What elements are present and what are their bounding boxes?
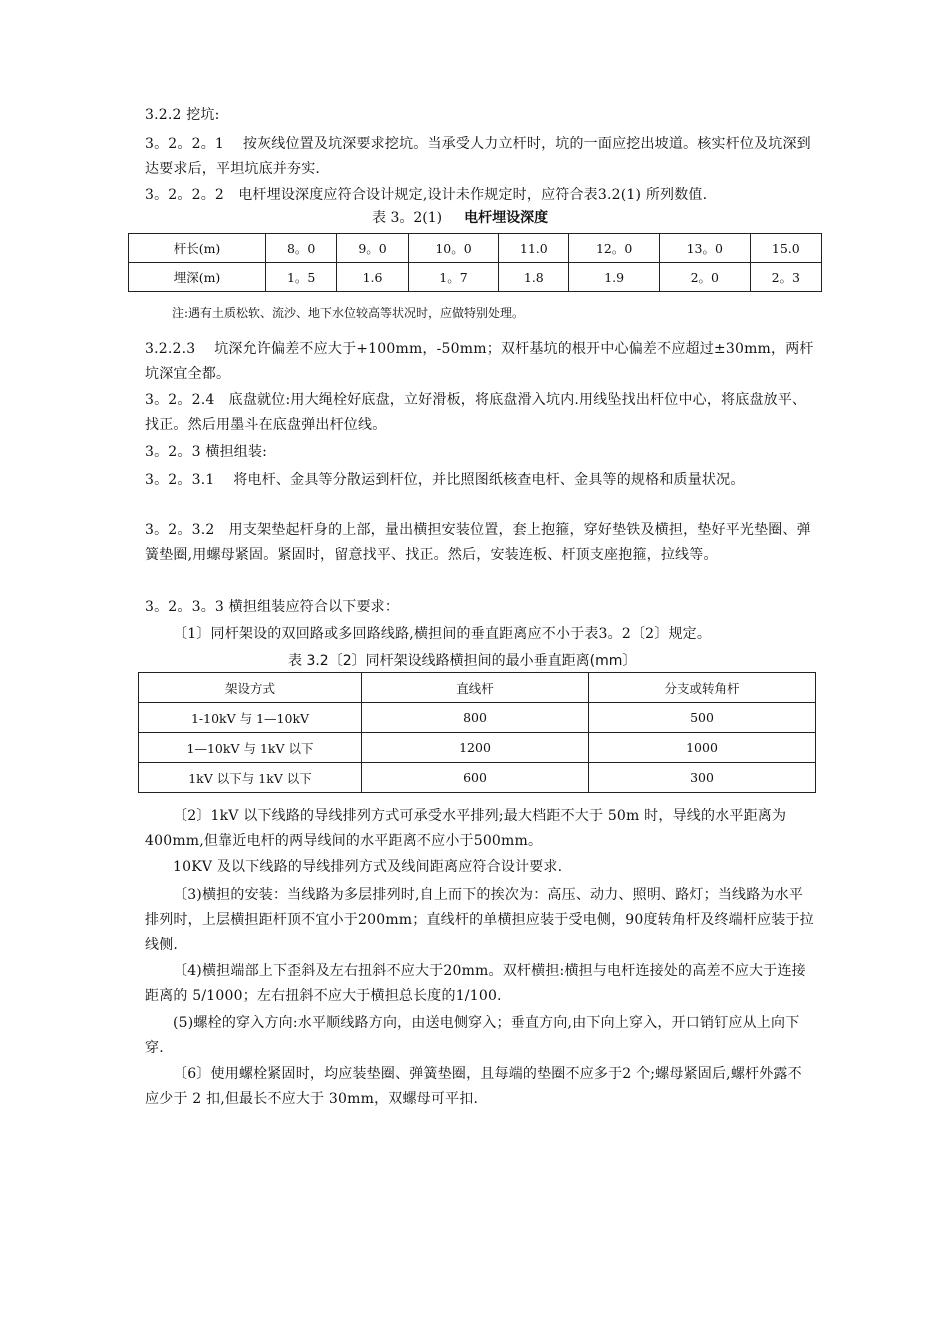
table-cell: 300: [589, 763, 816, 793]
table-cell: 600: [362, 763, 589, 793]
heading-3-2-2: 3.2.2 挖坑:: [145, 107, 220, 123]
para-3-2-2-2: 3。2。2。2 电杆埋设深度应符合设计规定,设计未作规定时，应符合表3.2(1) 所列数值.: [145, 187, 708, 203]
table-header-cell: 分支或转角杆: [589, 673, 816, 703]
table-cell: 800: [362, 703, 589, 733]
para-3-2-3-2: 3。2。3.2 用支架垫起杆身的上部，量出横担安装位置，套上抱箍，穿好垫铁及横担，垫好平光垫圈、弹簧垫圈,用螺母紧固。紧固时，留意找平、找正。然后，安装连板、杆顶支座抱箍，拉线等。: [145, 522, 811, 563]
table-cell: 8。0: [266, 234, 337, 263]
table-cell: 1—10kV 与 1kV 以下: [139, 733, 362, 763]
table-header-cell: 架设方式: [139, 673, 362, 703]
para-3-2-2-1: 3。2。2。1 按灰线位置及坑深要求挖坑。当承受人力立杆时，坑的一面应挖出坡道。核实杆位及坑深到达要求后，平坦坑底并夯实.: [145, 136, 811, 177]
para-3-2-2-4: 3。2。2.4 底盘就位:用大绳栓好底盘，立好滑板，将底盘滑入坑内.用线坠找出杆位中心，将底盘放平、找正。然后用墨斗在底盘弹出杆位线。: [145, 392, 807, 433]
table2-caption: 表 3.2〔2〕同杆架设线路横担间的最小垂直距离(mm〕: [288, 653, 637, 669]
table-cell: 11.0: [499, 234, 569, 263]
table-cell: 1-10kV 与 1—10kV: [139, 703, 362, 733]
para-3-2-2-3: 3.2.2.3 坑深允许偏差不应大于+100mm，-50mm；双杆基坑的根开中心偏差不应超过±30mm，两杆坑深宜全都。: [145, 341, 814, 382]
table-cell: 1.8: [499, 263, 569, 292]
table-cell: 杆长(m): [129, 234, 266, 263]
table-cell: 10。0: [408, 234, 499, 263]
table-row: [129, 263, 822, 292]
table1-caption-prefix: 表 3。2(1): [372, 210, 443, 226]
item-2: 〔2〕1kV 以下线路的导线排列方式可承受水平排列;最大档距不大于 50m 时，导线的水平距离为 400mm,但靠近电杆的两导线间的水平距离不应小于500mm。: [145, 808, 787, 849]
table-header-cell: 直线杆: [362, 673, 589, 703]
item-3: 〔3)横担的安装：当线路为多层排列时,自上而下的挨次为：高压、动力、照明、路灯；当线路为水平排列时，上层横担距杆顶不宜小于200mm；直线杆的单横担应装于受电侧，90度转角杆及终端杆应装于拉线侧.: [145, 887, 814, 953]
table-cell: 1000: [589, 733, 816, 763]
item-4: 〔4)横担端部上下歪斜及左右扭斜不应大于20mm。双杆横担:横担与电杆连接处的高差不应大于连接距离的 5/1000；左右扭斜不应大于横担总长度的1/100.: [145, 963, 806, 1004]
table-row: [139, 673, 816, 703]
table-cell: 2。3: [750, 263, 821, 292]
table1-caption: [372, 208, 548, 228]
table-cell: 1.6: [337, 263, 408, 292]
table1-caption-title: 电杆埋设深度: [464, 210, 549, 226]
heading-3-2-3: 3。2。3 横担组装:: [145, 444, 268, 460]
table-cell: 13。0: [659, 234, 750, 263]
table-cell: 1。5: [266, 263, 337, 292]
table1-note: 注:遇有土质松软、流沙、地下水位较高等状况时，应做特别处理。: [172, 306, 525, 320]
table-cell: 1。7: [408, 263, 499, 292]
table-cell: 15.0: [750, 234, 821, 263]
item-5: (5)螺栓的穿入方向:水平顺线路方向，由送电侧穿入；垂直方向,由下向上穿入，开口销钉应从上向下穿.: [145, 1015, 800, 1056]
table-cell: 1200: [362, 733, 589, 763]
table-cell: 500: [589, 703, 816, 733]
para-3-2-3-1: 3。2。3.1 将电杆、金具等分散运到杆位，并比照图纸核查电杆、金具等的规格和质量状况。: [145, 472, 745, 488]
table-row: [139, 703, 816, 733]
crossarm-distance-table: [138, 672, 816, 793]
burial-depth-table: [128, 233, 822, 292]
table-row: [139, 763, 816, 793]
table-cell: 12。0: [569, 234, 660, 263]
heading-3-2-3-3: 3。2。3。3 横担组装应符合以下要求：: [145, 599, 400, 615]
item-1: 〔1〕同杆架设的双回路或多回路线路,横担间的垂直距离应不小于表3。2〔2〕规定。: [173, 626, 712, 642]
table-cell: 1kV 以下与 1kV 以下: [139, 763, 362, 793]
table-row: [139, 733, 816, 763]
item-6: 〔6〕使用螺栓紧固时，均应装垫圈、弹簧垫圈，且每端的垫圈不应多于2 个;螺母紧固后,螺杆外露不应少于 2 扣,但最长不应大于 30mm，双螺母可平扣.: [145, 1066, 802, 1107]
table-cell: 9。0: [337, 234, 408, 263]
table-cell: 埋深(m): [129, 263, 266, 292]
item-2b: 10KV 及以下线路的导线排列方式及线间距离应符合设计要求.: [173, 859, 563, 875]
table-row: [129, 234, 822, 263]
table-cell: 1.9: [569, 263, 660, 292]
table-cell: 2。0: [659, 263, 750, 292]
